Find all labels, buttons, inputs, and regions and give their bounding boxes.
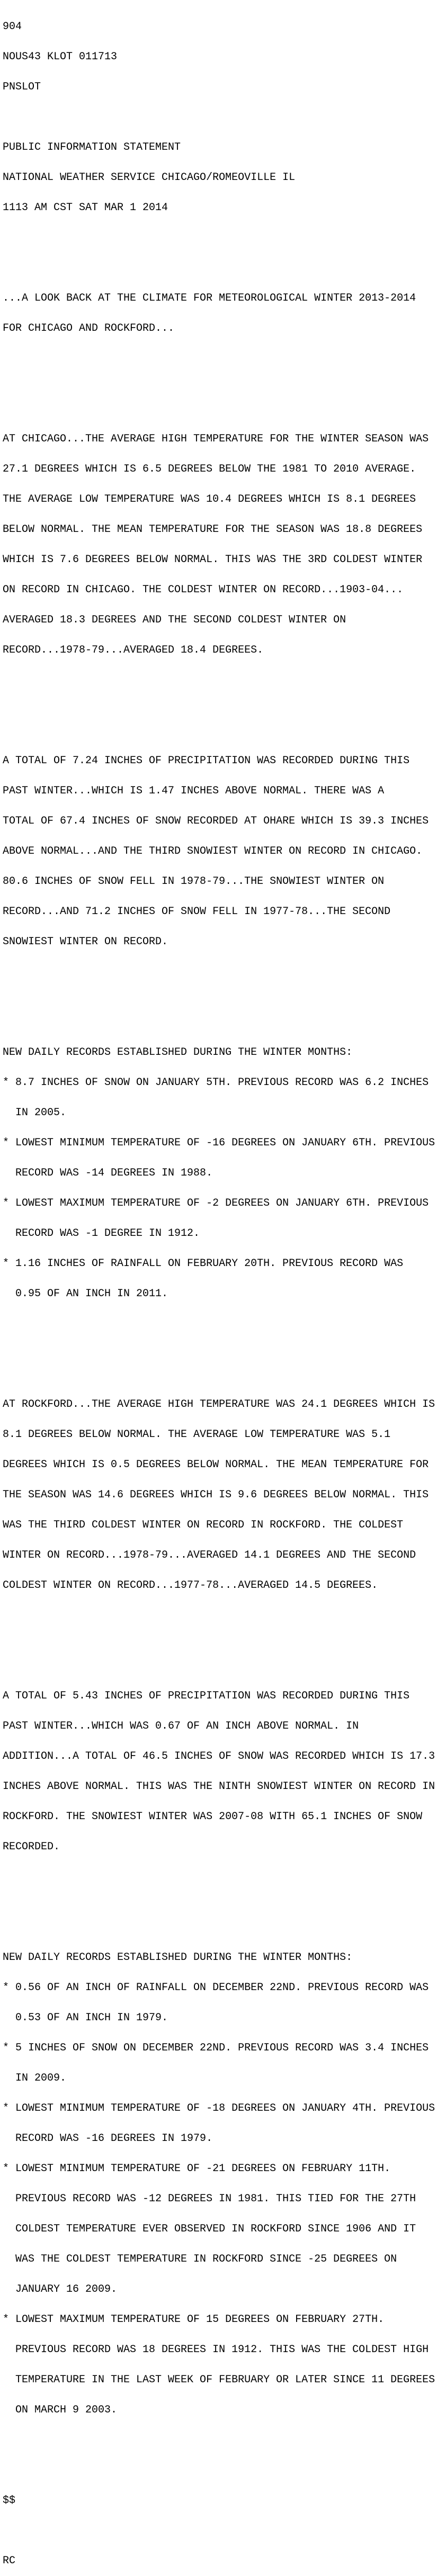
issue-time: 1113 AM CST SAT MAR 1 2014 <box>3 202 168 214</box>
record-item-continued: WAS THE COLDEST TEMPERATURE IN ROCKFORD SINCE -25 DEGREES ON <box>3 2253 397 2265</box>
statement-title: PUBLIC INFORMATION STATEMENT <box>3 141 181 153</box>
text-line: AVERAGED 18.3 DEGREES AND THE SECOND COLDEST WINTER ON <box>3 614 346 626</box>
chicago-temperature-paragraph <box>3 414 435 675</box>
record-item-continued: 0.53 OF AN INCH IN 1979. <box>3 2012 168 2024</box>
public-information-statement <box>3 2 435 2576</box>
record-item-continued: IN 2005. <box>3 1107 67 1119</box>
blank-line <box>3 1892 435 1902</box>
record-item-continued: TEMPERATURE IN THE LAST WEEK OF FEBRUARY OR LATER SINCE 11 DEGREES <box>3 2374 435 2386</box>
text-line: PAST WINTER...WHICH WAS 0.67 OF AN INCH ABOVE NORMAL. IN <box>3 1720 359 1732</box>
headline <box>3 273 435 354</box>
text-line: ABOVE NORMAL...AND THE THIRD SNOWIEST WINTER ON RECORD IN CHICAGO. <box>3 845 423 857</box>
record-item-continued: PREVIOUS RECORD WAS -12 DEGREES IN 1981. THIS TIED FOR THE 27TH <box>3 2193 416 2205</box>
blank-line <box>3 1339 435 1349</box>
blank-line <box>3 695 435 706</box>
text-line: WINTER ON RECORD...1978-79...AVERAGED 14.1 DEGREES AND THE SECOND <box>3 1549 416 1561</box>
blank-line <box>3 1631 435 1641</box>
text-line: WHICH IS 7.6 DEGREES BELOW NORMAL. THIS WAS THE 3RD COLDEST WINTER <box>3 554 423 566</box>
record-item: * 1.16 INCHES OF RAINFALL ON FEBRUARY 20TH. PREVIOUS RECORD WAS <box>3 1258 404 1270</box>
text-line: PAST WINTER...WHICH IS 1.47 INCHES ABOVE NORMAL. THERE WAS A <box>3 785 385 797</box>
rockford-records-list <box>3 1932 435 2435</box>
record-item-continued: COLDEST TEMPERATURE EVER OBSERVED IN ROCKFORD SINCE 1906 AND IT <box>3 2223 416 2235</box>
record-item-continued: ON MARCH 9 2003. <box>3 2404 118 2416</box>
text-line: DEGREES WHICH IS 0.5 DEGREES BELOW NORMAL. THE MEAN TEMPERATURE FOR <box>3 1459 429 1471</box>
author-initials: RC <box>3 2555 16 2567</box>
headline-line: FOR CHICAGO AND ROCKFORD... <box>3 322 175 335</box>
text-line: ADDITION...A TOTAL OF 46.5 INCHES OF SNOW WAS RECORDED WHICH IS 17.3 <box>3 1750 435 1762</box>
record-item: * LOWEST MINIMUM TEMPERATURE OF -18 DEGREES ON JANUARY 4TH. PREVIOUS <box>3 2102 435 2114</box>
text-line: INCHES ABOVE NORMAL. THIS WAS THE NINTH SNOWIEST WINTER ON RECORD IN <box>3 1780 435 1793</box>
chicago-precipitation-paragraph <box>3 736 435 967</box>
text-line: RECORD...AND 71.2 INCHES OF SNOW FELL IN 1977-78...THE SECOND <box>3 906 391 918</box>
text-line: ROCKFORD. THE SNOWIEST WINTER WAS 2007-08 WITH 65.1 INCHES OF SNOW <box>3 1811 423 1823</box>
text-line: ON RECORD IN CHICAGO. THE COLDEST WINTER ON RECORD...1903-04... <box>3 584 404 596</box>
text-line: COLDEST WINTER ON RECORD...1977-78...AVERAGED 14.5 DEGREES. <box>3 1579 378 1592</box>
record-item: * LOWEST MINIMUM TEMPERATURE OF -16 DEGREES ON JANUARY 6TH. PREVIOUS <box>3 1137 435 1149</box>
text-line: AT ROCKFORD...THE AVERAGE HIGH TEMPERATURE WAS 24.1 DEGREES WHICH IS <box>3 1398 435 1411</box>
rockford-temperature-paragraph <box>3 1379 435 1611</box>
text-line: WAS THE THIRD COLDEST WINTER ON RECORD IN ROCKFORD. THE COLDEST <box>3 1519 404 1531</box>
chicago-records-list <box>3 1027 435 1319</box>
record-item-continued: 0.95 OF AN INCH IN 2011. <box>3 1288 168 1300</box>
text-line: THE SEASON WAS 14.6 DEGREES WHICH IS 9.6 DEGREES BELOW NORMAL. THIS <box>3 1489 429 1501</box>
record-item: * 0.56 OF AN INCH OF RAINFALL ON DECEMBER 22ND. PREVIOUS RECORD WAS <box>3 1982 429 1994</box>
text-line: AT CHICAGO...THE AVERAGE HIGH TEMPERATURE FOR THE WINTER SEASON WAS <box>3 433 429 445</box>
record-item: * 5 INCHES OF SNOW ON DECEMBER 22ND. PREVIOUS RECORD WAS 3.4 INCHES <box>3 2042 429 2054</box>
text-line: A TOTAL OF 7.24 INCHES OF PRECIPITATION WAS RECORDED DURING THIS <box>3 755 410 767</box>
blank-line <box>3 2526 435 2536</box>
record-item-continued: IN 2009. <box>3 2072 67 2084</box>
text-line: 27.1 DEGREES WHICH IS 6.5 DEGREES BELOW THE 1981 TO 2010 AVERAGE. <box>3 463 416 475</box>
blank-line <box>3 112 435 122</box>
text-line: A TOTAL OF 5.43 INCHES OF PRECIPITATION WAS RECORDED DURING THIS <box>3 1690 410 1702</box>
headline-line: ...A LOOK BACK AT THE CLIMATE FOR METEOROLOGICAL WINTER 2013-2014 <box>3 292 416 304</box>
records-heading: NEW DAILY RECORDS ESTABLISHED DURING THE WINTER MONTHS: <box>3 1046 353 1059</box>
text-line: 8.1 DEGREES BELOW NORMAL. THE AVERAGE LOW TEMPERATURE WAS 5.1 <box>3 1429 391 1441</box>
record-item-continued: RECORD WAS -16 DEGREES IN 1979. <box>3 2132 213 2145</box>
text-line: TOTAL OF 67.4 INCHES OF SNOW RECORDED AT OHARE WHICH IS 39.3 INCHES <box>3 815 429 827</box>
record-item: * LOWEST MAXIMUM TEMPERATURE OF 15 DEGREES ON FEBRUARY 27TH. <box>3 2313 385 2326</box>
text-line: RECORDED. <box>3 1841 60 1853</box>
records-heading: NEW DAILY RECORDS ESTABLISHED DURING THE WINTER MONTHS: <box>3 1951 353 1964</box>
record-item-continued: RECORD WAS -1 DEGREE IN 1912. <box>3 1227 200 1240</box>
blank-line <box>3 374 435 384</box>
issuing-office: NATIONAL WEATHER SERVICE CHICAGO/ROMEOVILLE IL <box>3 171 296 184</box>
awips-id: PNSLOT <box>3 81 41 93</box>
blank-line <box>3 233 435 243</box>
text-line: BELOW NORMAL. THE MEAN TEMPERATURE FOR THE SEASON WAS 18.8 DEGREES <box>3 523 423 536</box>
product-code: 904 <box>3 21 22 33</box>
end-marker: $$ <box>3 2494 16 2507</box>
record-item-continued: PREVIOUS RECORD WAS 18 DEGREES IN 1912. THIS WAS THE COLDEST HIGH <box>3 2344 429 2356</box>
record-item-continued: RECORD WAS -14 DEGREES IN 1988. <box>3 1167 213 1179</box>
rockford-precipitation-paragraph <box>3 1671 435 1872</box>
record-item: * LOWEST MAXIMUM TEMPERATURE OF -2 DEGREES ON JANUARY 6TH. PREVIOUS <box>3 1197 429 1209</box>
blank-line <box>3 2455 435 2465</box>
record-item: * LOWEST MINIMUM TEMPERATURE OF -21 DEGREES ON FEBRUARY 11TH. <box>3 2163 391 2175</box>
wmo-header: NOUS43 KLOT 011713 <box>3 51 118 63</box>
blank-line <box>3 987 435 997</box>
text-line: SNOWIEST WINTER ON RECORD. <box>3 936 168 948</box>
record-item-continued: JANUARY 16 2009. <box>3 2283 118 2295</box>
text-line: THE AVERAGE LOW TEMPERATURE WAS 10.4 DEGREES WHICH IS 8.1 DEGREES <box>3 493 416 505</box>
text-line: RECORD...1978-79...AVERAGED 18.4 DEGREES. <box>3 644 264 656</box>
text-line: 80.6 INCHES OF SNOW FELL IN 1978-79...THE SNOWIEST WINTER ON <box>3 875 385 888</box>
record-item: * 8.7 INCHES OF SNOW ON JANUARY 5TH. PREVIOUS RECORD WAS 6.2 INCHES <box>3 1077 429 1089</box>
